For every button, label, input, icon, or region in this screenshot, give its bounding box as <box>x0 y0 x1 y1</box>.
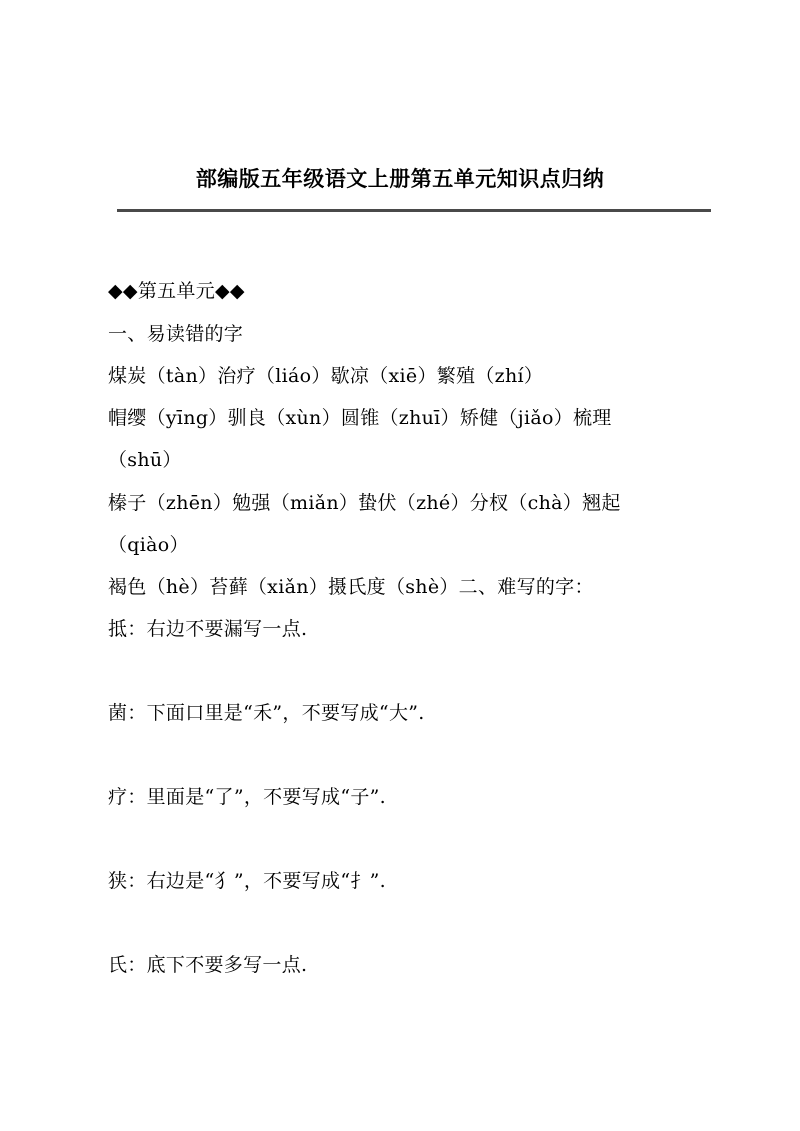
text-line: 狭：右边是“犭”，不要写成“扌”. <box>108 870 386 892</box>
title-divider <box>117 209 711 212</box>
text-line: 煤炭（tàn）治疗（liáo）歇凉（xiē）繁殖（zhí） <box>108 365 544 387</box>
unit-heading: ◆◆第五单元◆◆ <box>108 280 245 302</box>
document-title: 部编版五年级语文上册第五单元知识点归纳 <box>195 166 605 191</box>
text-line: （qiào） <box>108 534 189 556</box>
text-line: 抵：右边不要漏写一点. <box>108 618 308 640</box>
text-line: （shū） <box>108 449 182 471</box>
section-heading-misread: 一、易读错的字 <box>108 323 244 345</box>
text-line: 榛子（zhēn）勉强（miǎn）蛰伏（zhé）分杈（chà）翘起 <box>108 492 621 514</box>
text-line: 菌：下面口里是“禾”，不要写成“大”. <box>108 702 425 724</box>
text-line: 氏：底下不要多写一点. <box>108 954 308 976</box>
text-line: 褐色（hè）苔藓（xiǎn）摄氏度（shè）二、难写的字： <box>108 576 594 598</box>
text-line: 疗：里面是“了”，不要写成“子”. <box>108 786 386 808</box>
text-line: 帽缨（yīng）驯良（xùn）圆锥（zhuī）矫健（jiǎo）梳理 <box>108 407 612 429</box>
